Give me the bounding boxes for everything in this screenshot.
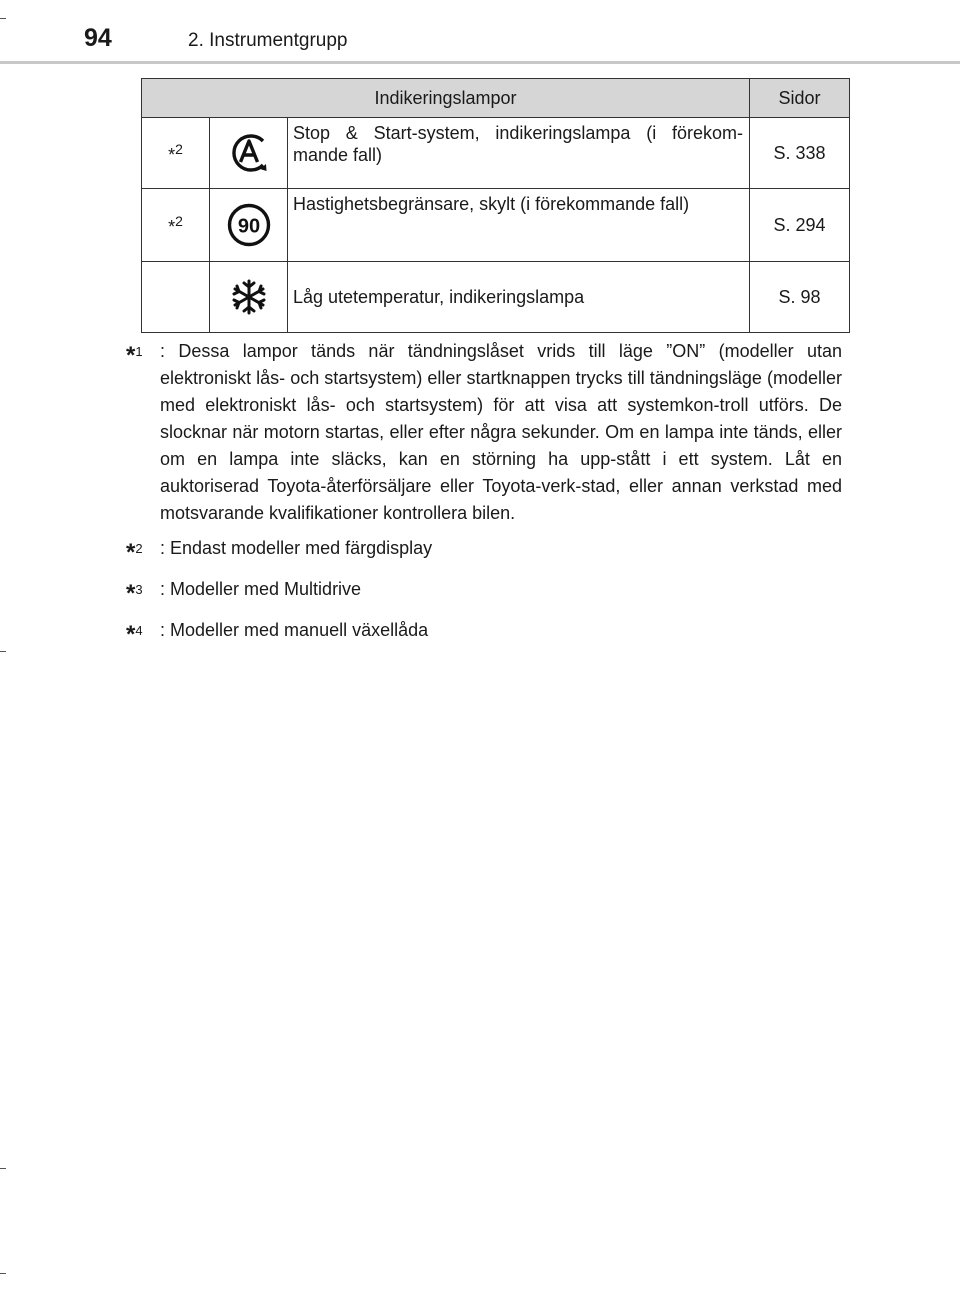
stop-start-a-icon (225, 129, 273, 177)
footnote-mark: *$^2$ (142, 118, 210, 189)
footnote-1 (126, 338, 842, 527)
table-row (142, 118, 850, 189)
indicator-table (141, 78, 850, 333)
footnote-key: *$^3$ (126, 580, 143, 607)
footnote-mark: *$^2$ (142, 189, 210, 262)
crop-mark (0, 1168, 6, 1169)
table-row (142, 262, 850, 333)
footnote-text: : Endast modeller med färgdisplay (160, 538, 433, 558)
table-row (142, 189, 850, 262)
footnotes (126, 338, 842, 658)
footnote-4 (126, 617, 842, 650)
crop-mark (0, 18, 6, 19)
page-reference: S. 98 (750, 262, 850, 333)
table-header-row (142, 79, 850, 118)
page-number: 94 (84, 24, 112, 52)
page-reference: S. 338 (750, 118, 850, 189)
indicator-description: Stop & Start-system, indikeringslampa (i förekom-mande fall) (288, 118, 750, 189)
column-header-indicators: Indikeringslampor (142, 79, 750, 118)
footnote-key: *$^4$ (126, 621, 143, 648)
icon-cell (210, 189, 288, 262)
crop-mark (0, 651, 6, 652)
icon-cell (210, 118, 288, 189)
footnote-key: *$^2$ (126, 539, 143, 566)
footnote-3 (126, 576, 842, 609)
indicator-description: Hastighetsbegränsare, skylt (i förekommande fall) (288, 189, 750, 262)
chapter-title: 2. Instrumentgrupp (188, 30, 348, 51)
crop-mark (0, 1273, 6, 1274)
footnote-text: : Modeller med manuell växellåda (160, 620, 429, 640)
footnote-2 (126, 535, 842, 568)
page-reference: S. 294 (750, 189, 850, 262)
icon-cell (210, 262, 288, 333)
footnote-text: : Dessa lampor tänds när tändningslåset vrids till läge ”ON” (modeller utan elektroniskt lås- och startsystem) eller startknappen trycks till tändningsläge (modeller med elektroniskt lås- och startsystem) för att visa att systemkon-troll utförs. De slocknar när motorn startas, eller efter några sekunder. Om en lampa inte tänds, eller om en lampa inte släcks, kan en störning ha upp-stått i ett system. Låt en auktoriserad Toyota-återförsäljare eller Toyota-verk-stad, eller annan verkstad med motsvarande kvalifikationer kontrollera bilen. (160, 341, 842, 523)
footnote-key: *$^1$ (126, 342, 143, 369)
footnote-text: : Modeller med Multidrive (160, 579, 362, 599)
snowflake-icon (229, 277, 269, 317)
column-header-pages: Sidor (750, 79, 850, 118)
speed-limit-90-icon (226, 202, 272, 248)
footnote-mark (142, 262, 210, 333)
speed-limit-value: 90 (237, 215, 260, 238)
indicator-description: Låg utetemperatur, indikeringslampa (288, 262, 750, 333)
header-rule (0, 61, 960, 64)
